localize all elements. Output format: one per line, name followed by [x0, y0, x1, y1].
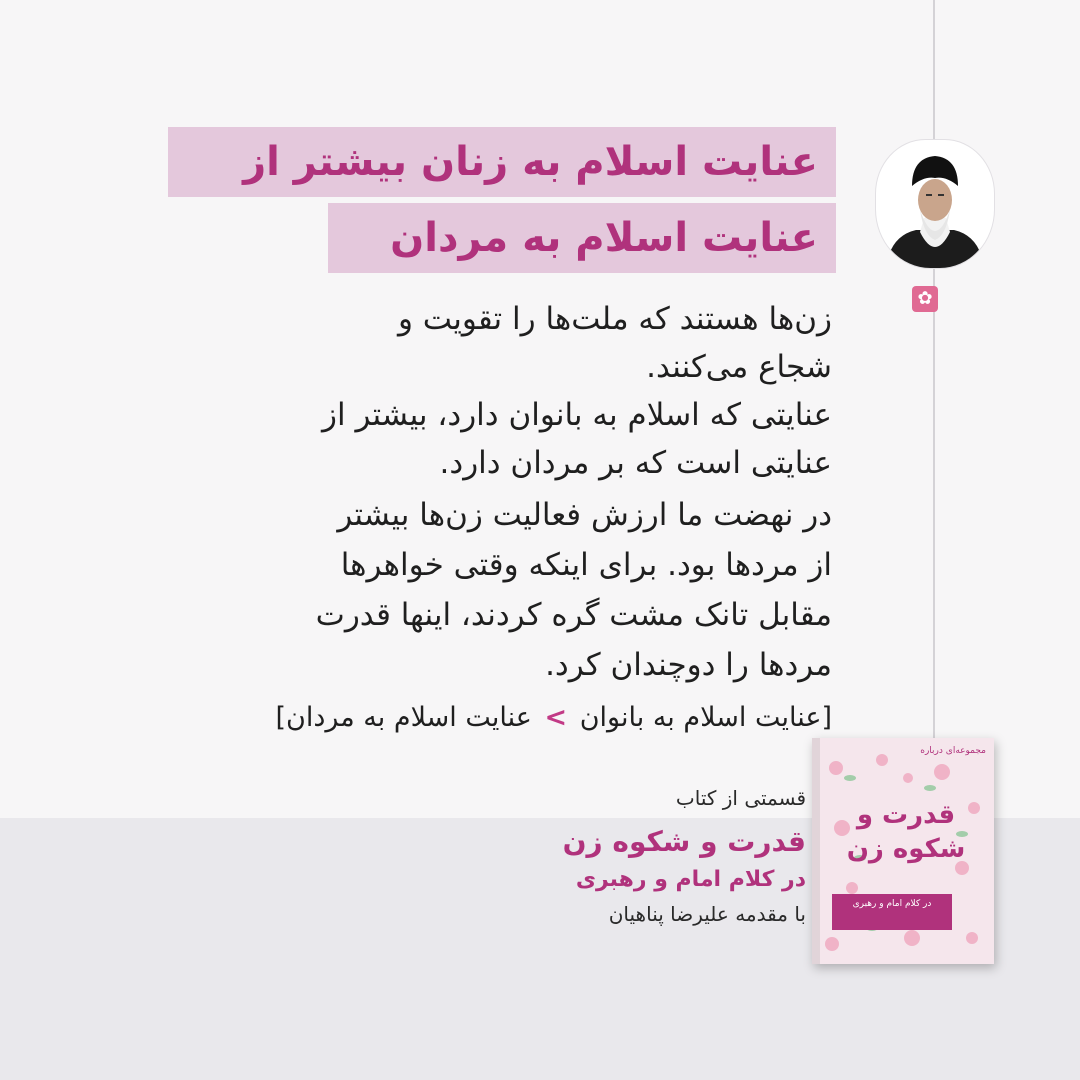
flower-icon: ✿ [912, 286, 938, 312]
quote-line: مقابل تانک مشت گره کردند، اینها قدرت [315, 597, 832, 633]
book-title: قدرت و شکوه زن [562, 825, 806, 858]
cover-title: قدرت و شکوه زن [846, 800, 966, 864]
quote-line: زن‌ها هستند که ملت‌ها را تقویت و [397, 301, 832, 337]
portrait-icon [876, 140, 994, 268]
vertical-divider [933, 0, 935, 818]
quote-line: از مردها بود. برای اینکه وقتی خواهرها [340, 547, 832, 583]
cover-subtitle: در کلام امام و رهبری [832, 894, 952, 930]
title-line-1: عنایت اسلام به زنان بیشتر از [168, 127, 836, 197]
quote-line: در نهضت ما ارزش فعالیت زن‌ها بیشتر [337, 497, 832, 533]
quote-reference [132, 696, 832, 740]
title-line-2: عنایت اسلام به مردان [328, 203, 836, 273]
reference-right: عنایت اسلام به مردان [285, 702, 532, 733]
book-cover [812, 738, 994, 964]
book-intro: با مقدمه علیرضا پناهیان [608, 902, 806, 926]
quote-line: عنایتی است که بر مردان دارد. [439, 445, 832, 481]
cover-spine [812, 738, 820, 964]
reference-open: [ [821, 702, 832, 733]
cover-series: مجموعه‌ای درباره [920, 746, 986, 756]
reference-symbol: > [544, 702, 568, 733]
reference-close: ] [275, 702, 286, 733]
quote-line: عنایتی که اسلام به بانوان دارد، بیشتر از [322, 397, 832, 433]
book-label: قسمتی از کتاب [675, 786, 806, 810]
book-subtitle: در کلام امام و رهبری [575, 867, 806, 892]
quote-line: مردها را دوچندان کرد. [545, 647, 832, 683]
quote-line: شجاع می‌کنند. [646, 349, 832, 385]
reference-left: عنایت اسلام به بانوان [579, 702, 822, 733]
